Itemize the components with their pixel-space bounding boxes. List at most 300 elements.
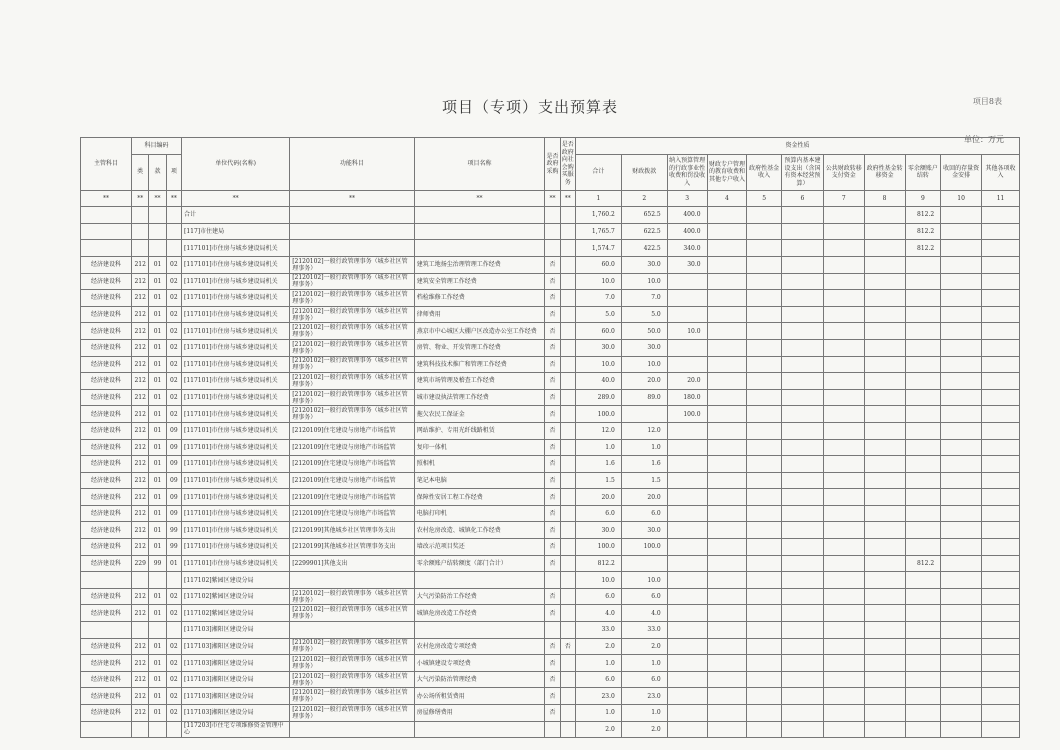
cell-procure: 否	[545, 406, 560, 423]
cell-c3	[667, 522, 707, 539]
cell-project: 建筑工地扬尘治理管理工作经费	[414, 256, 545, 273]
cell-func-subject: 经济建设科	[81, 655, 132, 672]
cell-c4	[707, 505, 747, 522]
table-row	[81, 422, 1020, 439]
cell-kuan: 01	[149, 505, 166, 522]
cell-c8	[864, 323, 905, 340]
cell-func-account: [2120199]其他城乡社区管理事务支出	[290, 522, 415, 539]
cell-func-account: [2120102]一般行政管理事务（城乡社区管理事务）	[290, 273, 415, 290]
cell-func-subject: 经济建设科	[81, 456, 132, 473]
cell-c5	[747, 422, 782, 439]
cell-lei: 212	[132, 273, 149, 290]
cell-c10	[941, 539, 982, 556]
cell-kuan: 01	[149, 638, 166, 655]
cell-unit: [117101]市住房与城乡建设局机关	[182, 356, 290, 373]
header-c4: 财政专户管理的教育收费和其他专户收入	[707, 154, 747, 190]
cell-unit: [117103]湘阳区建设分局	[182, 671, 290, 688]
cell-c4	[707, 588, 747, 605]
cell-c9: 812.2	[905, 240, 941, 257]
cell-kuan: 01	[149, 389, 166, 406]
cell-c5	[747, 605, 782, 622]
cell-kuan: 01	[149, 422, 166, 439]
cell-c3	[667, 555, 707, 572]
cell-xiang: 02	[166, 588, 181, 605]
cell-project: 照相机	[414, 456, 545, 473]
cell-c8	[864, 306, 905, 323]
cell-total: 1.0	[575, 705, 621, 722]
cell-c8	[864, 356, 905, 373]
cell-fiscal: 50.0	[621, 323, 667, 340]
cell-c10	[941, 422, 982, 439]
cell-c8	[864, 207, 905, 224]
cell-c10	[941, 555, 982, 572]
cell-c9	[905, 406, 941, 423]
cell-c10	[941, 323, 982, 340]
header-func-account: 功能科目	[290, 138, 415, 191]
cell-kuan: 01	[149, 256, 166, 273]
cell-xiang: 09	[166, 505, 181, 522]
cell-c9	[905, 389, 941, 406]
cell-fiscal: 1.0	[621, 439, 667, 456]
cell-unit: [117101]市住房与城乡建设局机关	[182, 389, 290, 406]
cell-total: 7.0	[575, 290, 621, 307]
cell-c10	[941, 223, 982, 240]
cell-c3	[667, 588, 707, 605]
cell-c8	[864, 472, 905, 489]
cell-service	[560, 273, 575, 290]
cell-c4	[707, 638, 747, 655]
cell-c6	[782, 605, 824, 622]
cell-kuan: 01	[149, 489, 166, 506]
cell-unit: [117102]紫园区建设分局	[182, 572, 290, 589]
col-num-1: 1	[575, 190, 621, 207]
cell-func-subject: 经济建设科	[81, 605, 132, 622]
cell-func-account	[290, 223, 415, 240]
table-row	[81, 572, 1020, 589]
cell-service	[560, 605, 575, 622]
cell-c3	[667, 273, 707, 290]
cell-c10	[941, 439, 982, 456]
cell-c4	[707, 406, 747, 423]
cell-c7	[823, 572, 864, 589]
cell-kuan	[149, 240, 166, 257]
cell-unit: [117101]市住房与城乡建设局机关	[182, 256, 290, 273]
cell-total: 100.0	[575, 406, 621, 423]
cell-xiang: 02	[166, 638, 181, 655]
cell-project	[414, 721, 545, 738]
cell-func-subject: 经济建设科	[81, 356, 132, 373]
cell-func-account: [2120102]一般行政管理事务（城乡社区管理事务）	[290, 356, 415, 373]
cell-c10	[941, 622, 982, 639]
cell-c9: 812.2	[905, 223, 941, 240]
cell-c10	[941, 489, 982, 506]
cell-c9	[905, 505, 941, 522]
cell-unit: [117103]湘阳区建设分局	[182, 622, 290, 639]
cell-c11	[982, 588, 1020, 605]
cell-xiang: 09	[166, 472, 181, 489]
cell-c6	[782, 406, 824, 423]
cell-service	[560, 290, 575, 307]
cell-c6	[782, 223, 824, 240]
cell-c5	[747, 705, 782, 722]
cell-c8	[864, 688, 905, 705]
cell-project: 城市建设执法管理工作经费	[414, 389, 545, 406]
cell-fiscal: 1.0	[621, 705, 667, 722]
cell-procure: 否	[545, 439, 560, 456]
cell-procure: 否	[545, 273, 560, 290]
cell-project: 电脑打印机	[414, 505, 545, 522]
cell-fiscal: 4.0	[621, 605, 667, 622]
cell-c10	[941, 638, 982, 655]
cell-total: 40.0	[575, 373, 621, 390]
cell-func-subject: 经济建设科	[81, 539, 132, 556]
cell-lei: 212	[132, 339, 149, 356]
cell-c4	[707, 256, 747, 273]
cell-c9	[905, 671, 941, 688]
cell-func-account: [2120102]一般行政管理事务（城乡社区管理事务）	[290, 290, 415, 307]
header-subject-code: 科目编码	[132, 138, 182, 155]
cell-c11	[982, 373, 1020, 390]
cell-total: 20.0	[575, 489, 621, 506]
table-row	[81, 389, 1020, 406]
cell-c11	[982, 472, 1020, 489]
cell-c9	[905, 705, 941, 722]
cell-c7	[823, 240, 864, 257]
cell-func-subject: 经济建设科	[81, 472, 132, 489]
cell-project: 建筑市场管理及稽查工作经费	[414, 373, 545, 390]
cell-c7	[823, 422, 864, 439]
cell-service	[560, 207, 575, 224]
cell-c3	[667, 306, 707, 323]
cell-lei	[132, 207, 149, 224]
cell-kuan: 01	[149, 306, 166, 323]
table-row	[81, 439, 1020, 456]
cell-kuan: 01	[149, 373, 166, 390]
cell-project: 保障性安居工程工作经费	[414, 489, 545, 506]
cell-xiang: 02	[166, 356, 181, 373]
cell-c10	[941, 356, 982, 373]
cell-c4	[707, 240, 747, 257]
cell-c11	[982, 505, 1020, 522]
cell-c9	[905, 439, 941, 456]
cell-service	[560, 373, 575, 390]
col-num-8: 8	[864, 190, 905, 207]
header-is-procure: 是否政府采购	[545, 138, 560, 191]
table-row	[81, 339, 1020, 356]
cell-c5	[747, 306, 782, 323]
cell-func-subject: 经济建设科	[81, 489, 132, 506]
cell-c9	[905, 356, 941, 373]
cell-fiscal: 30.0	[621, 256, 667, 273]
cell-c8	[864, 622, 905, 639]
col-num-5: 5	[747, 190, 782, 207]
cell-c10	[941, 207, 982, 224]
cell-total: 12.0	[575, 422, 621, 439]
header-c11: 其他各项收入	[982, 154, 1020, 190]
cell-project: 墙改示范项目奖还	[414, 539, 545, 556]
cell-total: 1.5	[575, 472, 621, 489]
table-row	[81, 290, 1020, 307]
cell-xiang: 99	[166, 522, 181, 539]
cell-procure: 否	[545, 256, 560, 273]
cell-procure: 否	[545, 671, 560, 688]
cell-c8	[864, 588, 905, 605]
cell-c6	[782, 688, 824, 705]
cell-project: 建筑科技技术推广和管理工作经费	[414, 356, 545, 373]
cell-c5	[747, 505, 782, 522]
cell-c4	[707, 605, 747, 622]
cell-unit: [117101]市住房与城乡建设局机关	[182, 306, 290, 323]
cell-c6	[782, 588, 824, 605]
cell-c7	[823, 539, 864, 556]
header-c5: 政府性基金收入	[747, 154, 782, 190]
cell-func-account: [2120102]一般行政管理事务（城乡社区管理事务）	[290, 605, 415, 622]
cell-service	[560, 256, 575, 273]
cell-procure: 否	[545, 655, 560, 672]
cell-c7	[823, 207, 864, 224]
cell-service	[560, 472, 575, 489]
cell-c8	[864, 240, 905, 257]
table-row	[81, 323, 1020, 340]
cell-c11	[982, 273, 1020, 290]
star-cell: **	[182, 190, 290, 207]
cell-kuan: 01	[149, 406, 166, 423]
cell-total: 30.0	[575, 522, 621, 539]
cell-lei: 212	[132, 505, 149, 522]
cell-c3: 400.0	[667, 223, 707, 240]
cell-c9	[905, 572, 941, 589]
cell-total: 2.0	[575, 638, 621, 655]
cell-c6	[782, 290, 824, 307]
cell-xiang: 09	[166, 489, 181, 506]
header-unit-code: 单位代码(名称)	[182, 138, 290, 191]
cell-fiscal: 10.0	[621, 356, 667, 373]
cell-fiscal: 6.0	[621, 671, 667, 688]
cell-func-account: [2120102]一般行政管理事务（城乡社区管理事务）	[290, 373, 415, 390]
table-row	[81, 505, 1020, 522]
cell-c11	[982, 323, 1020, 340]
cell-c7	[823, 505, 864, 522]
cell-c3: 100.0	[667, 406, 707, 423]
table-row	[81, 539, 1020, 556]
cell-lei: 212	[132, 306, 149, 323]
cell-c5	[747, 588, 782, 605]
cell-xiang: 09	[166, 422, 181, 439]
cell-unit: [117101]市住房与城乡建设局机关	[182, 472, 290, 489]
cell-lei: 212	[132, 705, 149, 722]
cell-unit: [117203]市住宅专项维修资金管理中心	[182, 721, 290, 738]
cell-unit: [117101]市住房与城乡建设局机关	[182, 339, 290, 356]
cell-project: 燕京市中心城区大棚户区改造办公室工作经费	[414, 323, 545, 340]
cell-c3: 30.0	[667, 256, 707, 273]
cell-c5	[747, 472, 782, 489]
cell-total: 812.2	[575, 555, 621, 572]
cell-c3: 10.0	[667, 323, 707, 340]
cell-c6	[782, 389, 824, 406]
cell-procure: 否	[545, 588, 560, 605]
cell-project: 房管、物业、开发管理工作经费	[414, 339, 545, 356]
cell-kuan: 01	[149, 456, 166, 473]
cell-func-subject: 经济建设科	[81, 638, 132, 655]
cell-fiscal: 1.5	[621, 472, 667, 489]
cell-c5	[747, 572, 782, 589]
cell-c6	[782, 539, 824, 556]
cell-project: 大气污染防治管理经费	[414, 671, 545, 688]
header-funding-nature: 资金性质	[575, 138, 1019, 155]
cell-service	[560, 406, 575, 423]
cell-xiang: 01	[166, 555, 181, 572]
cell-total: 60.0	[575, 323, 621, 340]
cell-func-subject: 经济建设科	[81, 505, 132, 522]
cell-func-account: [2120109]住宅建设与房地产市场监管	[290, 505, 415, 522]
cell-c9: 812.2	[905, 207, 941, 224]
cell-c7	[823, 605, 864, 622]
cell-unit: [117101]市住房与城乡建设局机关	[182, 456, 290, 473]
cell-total: 1,574.7	[575, 240, 621, 257]
cell-service	[560, 505, 575, 522]
cell-c10	[941, 273, 982, 290]
cell-procure: 否	[545, 638, 560, 655]
cell-unit: [117101]市住房与城乡建设局机关	[182, 240, 290, 257]
cell-c11	[982, 638, 1020, 655]
col-num-11: 11	[982, 190, 1020, 207]
cell-kuan: 01	[149, 290, 166, 307]
cell-c9	[905, 655, 941, 672]
cell-func-subject: 经济建设科	[81, 373, 132, 390]
cell-kuan: 01	[149, 356, 166, 373]
cell-lei: 212	[132, 605, 149, 622]
cell-func-account: [2120102]一般行政管理事务（城乡社区管理事务）	[290, 638, 415, 655]
cell-c8	[864, 572, 905, 589]
cell-c5	[747, 655, 782, 672]
cell-c4	[707, 705, 747, 722]
cell-procure: 否	[545, 489, 560, 506]
cell-func-subject: 经济建设科	[81, 339, 132, 356]
table-row	[81, 605, 1020, 622]
cell-total: 1,765.7	[575, 223, 621, 240]
cell-xiang	[166, 223, 181, 240]
cell-c9: 812.2	[905, 555, 941, 572]
cell-c11	[982, 539, 1020, 556]
cell-c4	[707, 489, 747, 506]
cell-c10	[941, 339, 982, 356]
cell-c6	[782, 373, 824, 390]
cell-c8	[864, 273, 905, 290]
cell-c10	[941, 373, 982, 390]
cell-lei: 229	[132, 555, 149, 572]
cell-c8	[864, 422, 905, 439]
cell-c9	[905, 290, 941, 307]
cell-total: 30.0	[575, 339, 621, 356]
cell-c11	[982, 705, 1020, 722]
cell-procure: 否	[545, 472, 560, 489]
cell-func-subject: 经济建设科	[81, 323, 132, 340]
cell-fiscal: 12.0	[621, 422, 667, 439]
star-cell: **	[545, 190, 560, 207]
cell-service	[560, 389, 575, 406]
cell-c10	[941, 588, 982, 605]
cell-c8	[864, 406, 905, 423]
cell-c4	[707, 389, 747, 406]
cell-c9	[905, 422, 941, 439]
cell-c8	[864, 555, 905, 572]
cell-service	[560, 489, 575, 506]
cell-procure: 否	[545, 705, 560, 722]
cell-c8	[864, 655, 905, 672]
cell-project	[414, 240, 545, 257]
cell-kuan: 01	[149, 339, 166, 356]
cell-c10	[941, 671, 982, 688]
cell-procure	[545, 622, 560, 639]
cell-c5	[747, 406, 782, 423]
cell-service	[560, 339, 575, 356]
cell-c4	[707, 671, 747, 688]
star-cell: **	[166, 190, 181, 207]
cell-func-subject: 经济建设科	[81, 555, 132, 572]
cell-c8	[864, 373, 905, 390]
table-row	[81, 273, 1020, 290]
cell-kuan: 01	[149, 439, 166, 456]
cell-service	[560, 622, 575, 639]
cell-c5	[747, 671, 782, 688]
cell-c9	[905, 539, 941, 556]
cell-c9	[905, 339, 941, 356]
cell-func-account: [2120102]一般行政管理事务（城乡社区管理事务）	[290, 655, 415, 672]
cell-service	[560, 240, 575, 257]
cell-c5	[747, 356, 782, 373]
cell-c3	[667, 356, 707, 373]
cell-func-subject: 经济建设科	[81, 522, 132, 539]
cell-total: 1.0	[575, 655, 621, 672]
cell-c6	[782, 306, 824, 323]
cell-fiscal: 7.0	[621, 290, 667, 307]
cell-c10	[941, 721, 982, 738]
cell-c9	[905, 306, 941, 323]
cell-c4	[707, 472, 747, 489]
cell-fiscal: 2.0	[621, 721, 667, 738]
cell-func-subject	[81, 207, 132, 224]
table-row	[81, 705, 1020, 722]
cell-unit: [117103]湘阳区建设分局	[182, 688, 290, 705]
table-row	[81, 655, 1020, 672]
cell-c3	[667, 505, 707, 522]
cell-c5	[747, 373, 782, 390]
cell-fiscal: 5.0	[621, 306, 667, 323]
cell-procure: 否	[545, 456, 560, 473]
cell-lei: 212	[132, 588, 149, 605]
cell-service	[560, 522, 575, 539]
cell-c4	[707, 356, 747, 373]
cell-c3	[667, 422, 707, 439]
cell-fiscal	[621, 555, 667, 572]
cell-c3	[667, 472, 707, 489]
cell-c4	[707, 422, 747, 439]
cell-c5	[747, 323, 782, 340]
cell-c4	[707, 721, 747, 738]
cell-func-subject: 经济建设科	[81, 671, 132, 688]
cell-project	[414, 572, 545, 589]
cell-c7	[823, 256, 864, 273]
cell-func-subject: 经济建设科	[81, 306, 132, 323]
cell-procure: 否	[545, 323, 560, 340]
cell-lei: 212	[132, 373, 149, 390]
cell-service	[560, 671, 575, 688]
cell-func-subject: 经济建设科	[81, 688, 132, 705]
cell-xiang: 02	[166, 373, 181, 390]
cell-procure: 否	[545, 422, 560, 439]
cell-unit: [117102]紫园区建设分局	[182, 588, 290, 605]
cell-procure	[545, 721, 560, 738]
